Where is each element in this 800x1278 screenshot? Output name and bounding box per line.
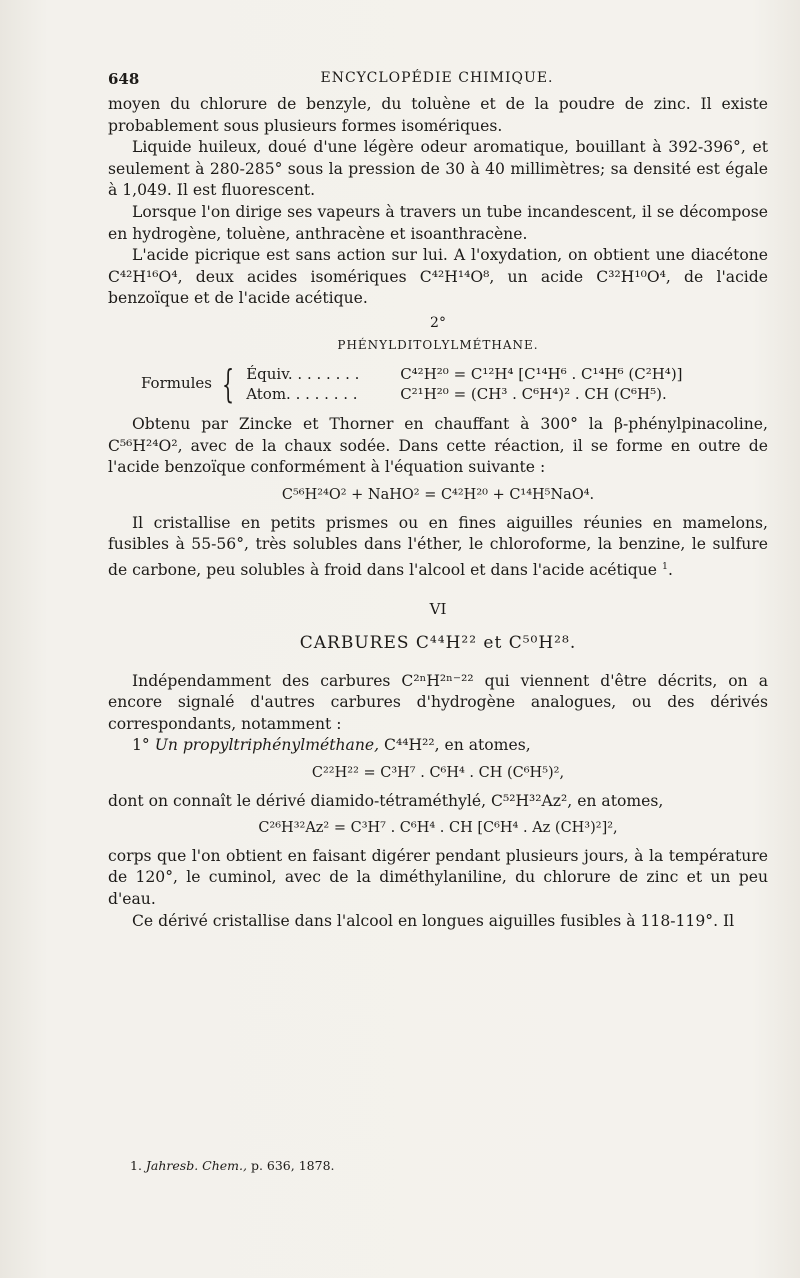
paragraph: Indépendamment des carbures C²ⁿH²ⁿ⁻²² qui viennent d'être décrits, on a encore signalé d'autres carbures d'hydrogène analogues, ou des dérivés correspondants, notamment : xyxy=(108,671,768,733)
running-head: ENCYCLOPÉDIE CHIMIQUE. xyxy=(320,70,554,86)
equation: C⁵⁶H²⁴O² + NaHO² = C⁴²H²⁰ + C¹⁴H⁵NaO⁴. xyxy=(281,486,595,503)
page-header xyxy=(108,70,766,92)
paragraph: L'acide picrique est sans action sur lui. A l'oxydation, on obtient une diacétone C⁴²H¹⁶O⁴, deux acides isomériques C⁴²H¹⁴O⁸, un acide C³²H¹⁰O⁴, de l'acide benzoïque et de l'acide acétique. xyxy=(108,246,768,308)
equation: C²²H²² = C³H⁷ . C⁶H⁴ . CH (C⁶H⁵)², xyxy=(311,765,565,782)
formulas-block xyxy=(108,362,768,407)
formulas-label: Formules xyxy=(140,374,212,393)
footnote-mark: 1 xyxy=(662,560,668,572)
paragraph: Liquide huileux, doué d'une légère odeur aromatique, bouillant à 392-396°, et seulement à 280-285° sous la pression de 30 à 40 millimètres; sa densité est égale à 1,049. Il est fluorescent. xyxy=(108,138,768,200)
footnote-number: 1. xyxy=(130,1158,142,1173)
footnote-ref: p. 636, 1878. xyxy=(246,1158,335,1173)
paragraph-text: C⁴⁴H²², en atomes, xyxy=(379,736,531,755)
formula-rows xyxy=(246,364,768,404)
page-number: 648 xyxy=(108,70,140,88)
formula-row-atom xyxy=(246,384,768,404)
section-number: VI xyxy=(429,600,447,619)
formula-key: Atom. . . . . . . . xyxy=(246,385,358,404)
paragraph: Obtenu par Zincke et Thorner en chauffant à 300° la β-phénylpinacoline, C⁵⁶H²⁴O², avec de la chaux sodée. Dans cette réaction, il se forme en outre de l'acide benzoïque conformément à l'équation suivante : xyxy=(108,415,768,477)
formula-value: C²¹H²⁰ = (CH³ . C⁶H⁴)² . CH (C⁶H⁵). xyxy=(400,385,667,404)
footnote xyxy=(130,1158,730,1174)
paragraph xyxy=(108,735,768,757)
paragraph-end: . xyxy=(667,560,673,579)
paragraph: dont on connaît le dérivé diamido-tétraméthylé, C⁵²H³²Az², en atomes, xyxy=(108,791,664,810)
formula-row-equiv xyxy=(246,364,768,384)
list-number: 1° xyxy=(132,736,155,755)
body-text xyxy=(108,94,768,932)
formula-value: C⁴²H²⁰ = C¹²H⁴ [C¹⁴H⁶ . C¹⁴H⁶ (C²H⁴)] xyxy=(400,365,683,384)
compound-name: Un propyltriphénylméthane, xyxy=(154,736,380,755)
section-title: CARBURES C⁴⁴H²² et C⁵⁰H²⁸. xyxy=(299,633,577,654)
paragraph: corps que l'on obtient en faisant digérer pendant plusieurs jours, à la température de 120°, le cuminol, avec de la diméthylaniline, du chlorure de zinc et un peu d'eau. xyxy=(108,846,768,908)
equation: C²⁶H³²Az² = C³H⁷ . C⁶H⁴ . CH [C⁶H⁴ . Az (CH³)²]², xyxy=(258,820,618,837)
brace-glyph: { xyxy=(222,362,235,407)
paragraph: Lorsque l'on dirige ses vapeurs à travers un tube incandescent, il se décompose en hydrogène, toluène, anthracène et isoanthracène. xyxy=(108,202,768,243)
paragraph xyxy=(108,513,768,582)
footnote-source: Jahresb. Chem., xyxy=(145,1158,247,1173)
section-title: PHÉNYLDITOLYLMÉTHANE. xyxy=(337,337,539,352)
formula-key: Équiv. . . . . . . . xyxy=(246,365,360,384)
section-number: 2° xyxy=(430,314,446,331)
paragraph: moyen du chlorure de benzyle, du toluène et de la poudre de zinc. Il existe probablement sous plusieurs formes isomériques. xyxy=(108,95,768,135)
paragraph-text: Il cristallise en petits prismes ou en fines aiguilles réunies en mamelons, fusibles à 55-56°, très solubles dans l'éther, le chloroforme, la benzine, le sulfure de carbone, peu solubles à froid dans l'alcool et dans l'acide acétique xyxy=(108,513,768,579)
paragraph: Ce dérivé cristallise dans l'alcool en longues aiguilles fusibles à 118-119°. Il xyxy=(132,911,735,930)
